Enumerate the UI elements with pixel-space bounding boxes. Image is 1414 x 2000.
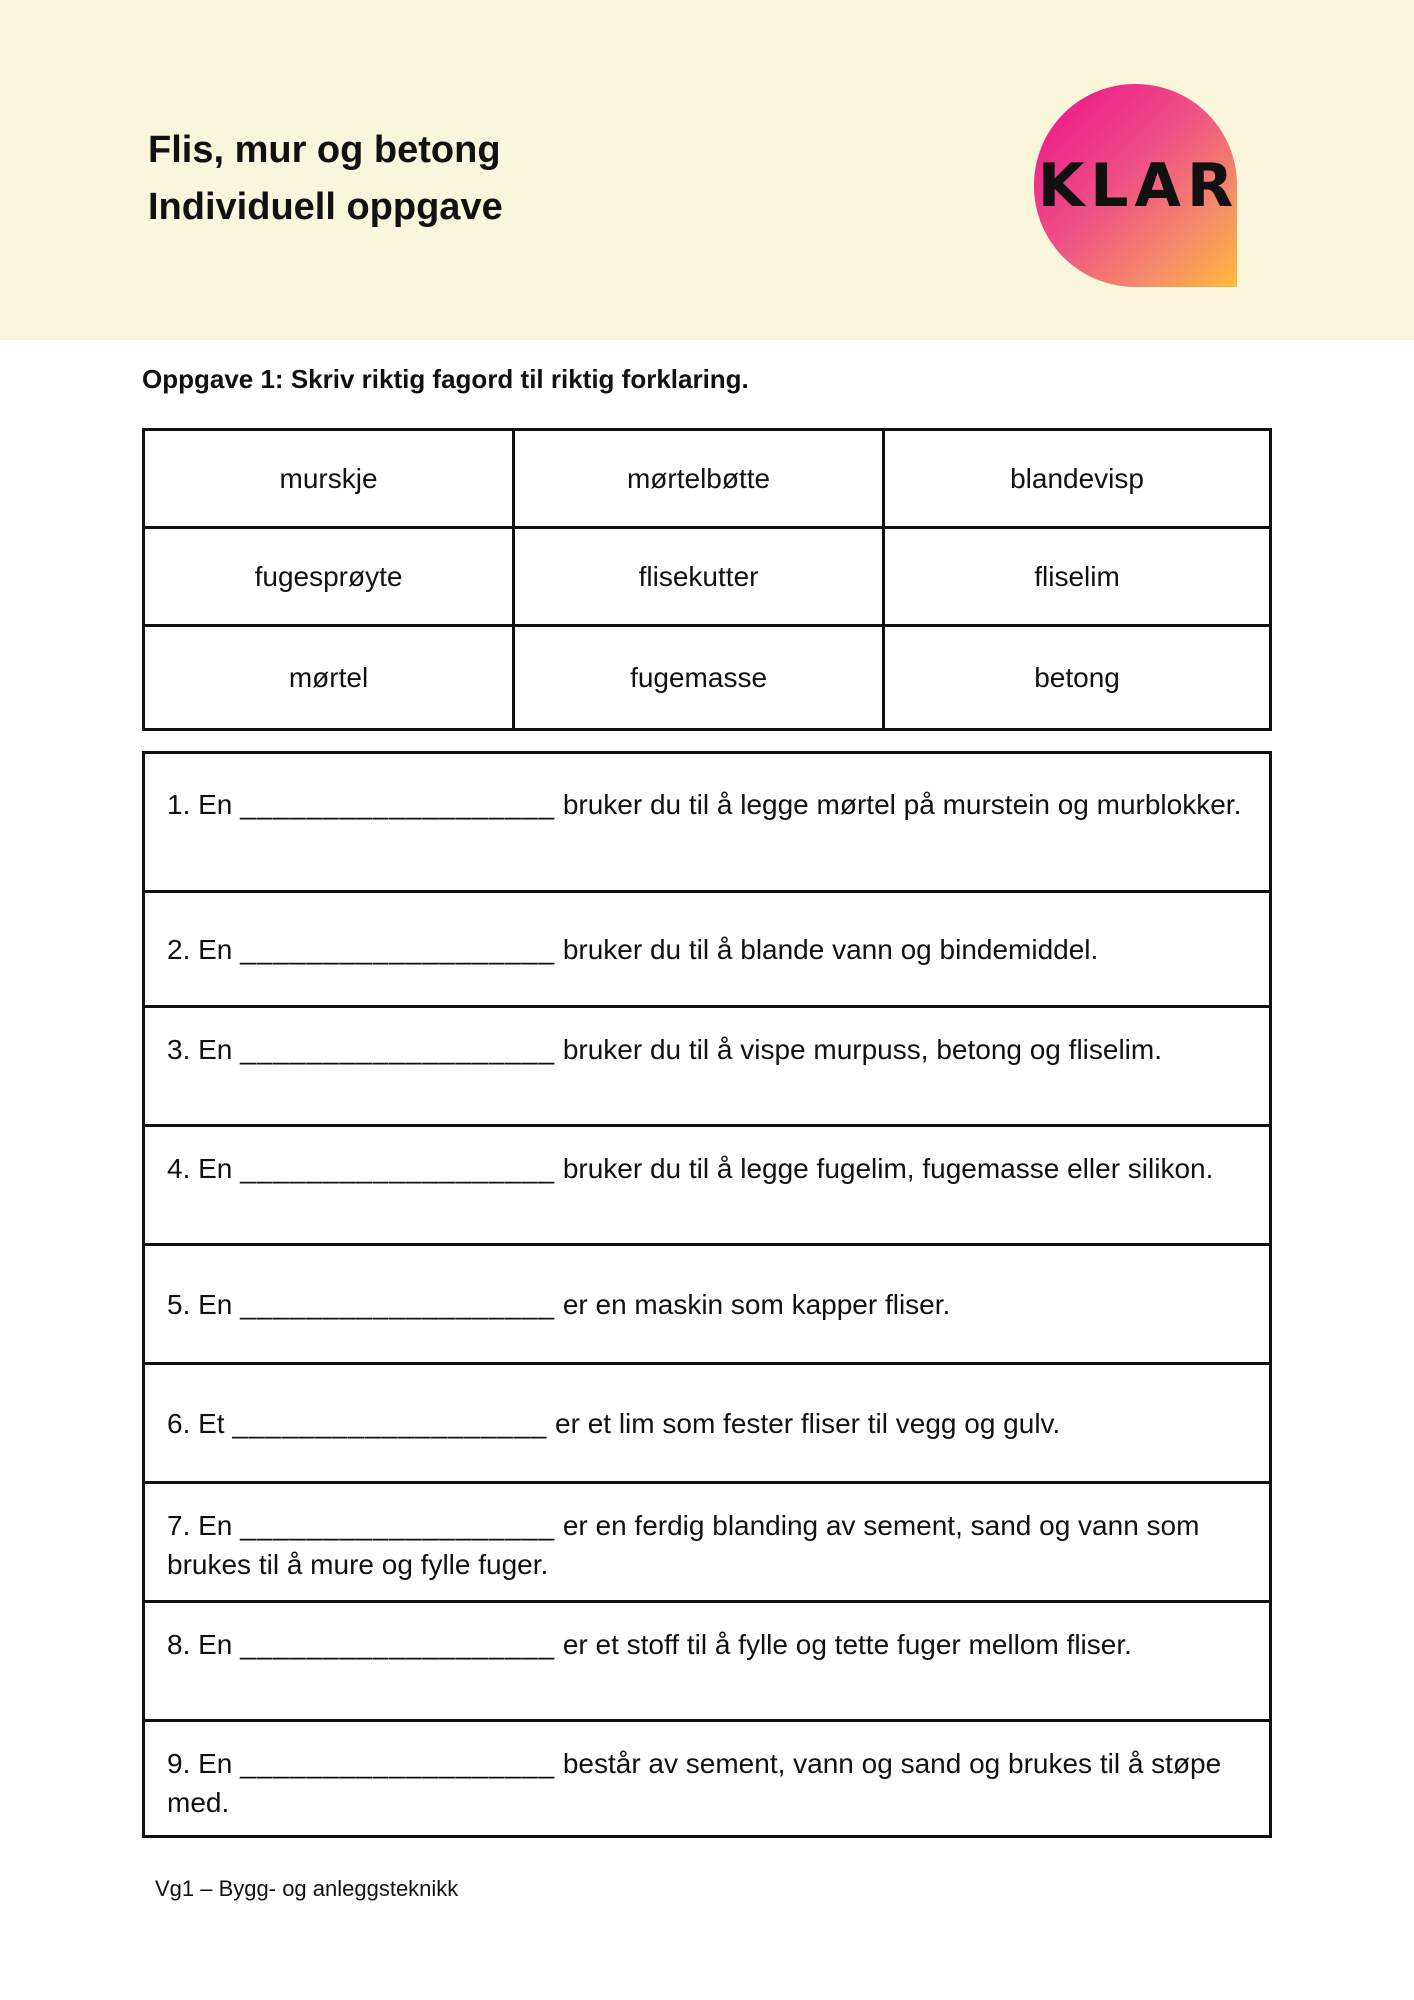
- word-bank-table: [142, 428, 1272, 731]
- sentence-row: [145, 1362, 1269, 1481]
- sentence-row: [145, 1243, 1269, 1362]
- sentence-text: bruker du til å legge mørtel på murstein og murblokker.: [562, 789, 1242, 820]
- sentence-text: er et lim som fester fliser til vegg og gulv.: [555, 1407, 1061, 1439]
- word-bank-cell: fliselim: [884, 528, 1271, 626]
- word-bank-row: [144, 528, 1271, 626]
- title-line-2: Individuell oppgave: [148, 186, 503, 228]
- word-bank-cell: fugemasse: [514, 626, 884, 730]
- word-bank-cell: flisekutter: [514, 528, 884, 626]
- sentence-text: bruker du til å blande vann og bindemiddel.: [562, 933, 1099, 965]
- word-bank-row: [144, 626, 1271, 730]
- sentence-row: [145, 1005, 1269, 1124]
- sentence-number: 3. En: [167, 1034, 233, 1065]
- sentence-text: er et stoff til å fylle og tette fuger mellom fliser.: [562, 1629, 1132, 1660]
- answer-blank: ___________________: [240, 933, 556, 965]
- sentence-table: [142, 751, 1272, 1838]
- sentence-number: 7. En: [167, 1510, 233, 1541]
- footer-course-label: Vg1 – Bygg- og anleggsteknikk: [155, 1876, 459, 1901]
- sentence-number: 2. En: [167, 933, 233, 965]
- word-bank-cell: mørtel: [144, 626, 514, 730]
- word-bank-cell: blandevisp: [884, 430, 1271, 528]
- sentence-number: 5. En: [167, 1288, 233, 1320]
- task-heading: Oppgave 1: Skriv riktig fagord til riktig forklaring.: [142, 364, 749, 394]
- sentence-row: [145, 1481, 1269, 1600]
- answer-blank: ___________________: [240, 1034, 556, 1065]
- word-bank-cell: murskje: [144, 430, 514, 528]
- answer-blank: ___________________: [240, 1629, 556, 1660]
- sentence-text: bruker du til å legge fugelim, fugemasse eller silikon.: [562, 1153, 1214, 1184]
- answer-blank: ___________________: [232, 1407, 548, 1439]
- sentence-row: [145, 890, 1269, 1005]
- answer-blank: ___________________: [240, 1288, 556, 1320]
- sentence-row: [145, 754, 1269, 890]
- sentence-text: er en maskin som kapper fliser.: [562, 1288, 951, 1320]
- sentence-number: 4. En: [167, 1153, 233, 1184]
- word-bank-cell: mørtelbøtte: [514, 430, 884, 528]
- klar-logo: [1034, 84, 1240, 287]
- word-bank-row: [144, 430, 1271, 528]
- sentence-text: består av sement, vann og sand og brukes til å støpe med.: [167, 1748, 1222, 1818]
- sentence-number: 8. En: [167, 1629, 233, 1660]
- word-bank-cell: fugesprøyte: [144, 528, 514, 626]
- sentence-number: 6. Et: [167, 1407, 225, 1439]
- sentence-row: [145, 1719, 1269, 1835]
- page-title: [148, 122, 503, 236]
- sentence-row: [145, 1600, 1269, 1719]
- title-line-1: Flis, mur og betong: [148, 129, 501, 171]
- logo-text: KLAR: [1037, 150, 1240, 221]
- answer-blank: ___________________: [240, 1748, 556, 1779]
- sentence-text: bruker du til å vispe murpuss, betong og fliselim.: [562, 1034, 1162, 1065]
- sentence-number: 9. En: [167, 1748, 233, 1779]
- answer-blank: ___________________: [240, 789, 556, 820]
- answer-blank: ___________________: [240, 1510, 556, 1541]
- sentence-text: er en ferdig blanding av sement, sand og vann som brukes til å mure og fylle fuger.: [167, 1510, 1200, 1580]
- word-bank-cell: betong: [884, 626, 1271, 730]
- sentence-number: 1. En: [167, 789, 233, 820]
- sentence-row: [145, 1124, 1269, 1243]
- answer-blank: ___________________: [240, 1153, 556, 1184]
